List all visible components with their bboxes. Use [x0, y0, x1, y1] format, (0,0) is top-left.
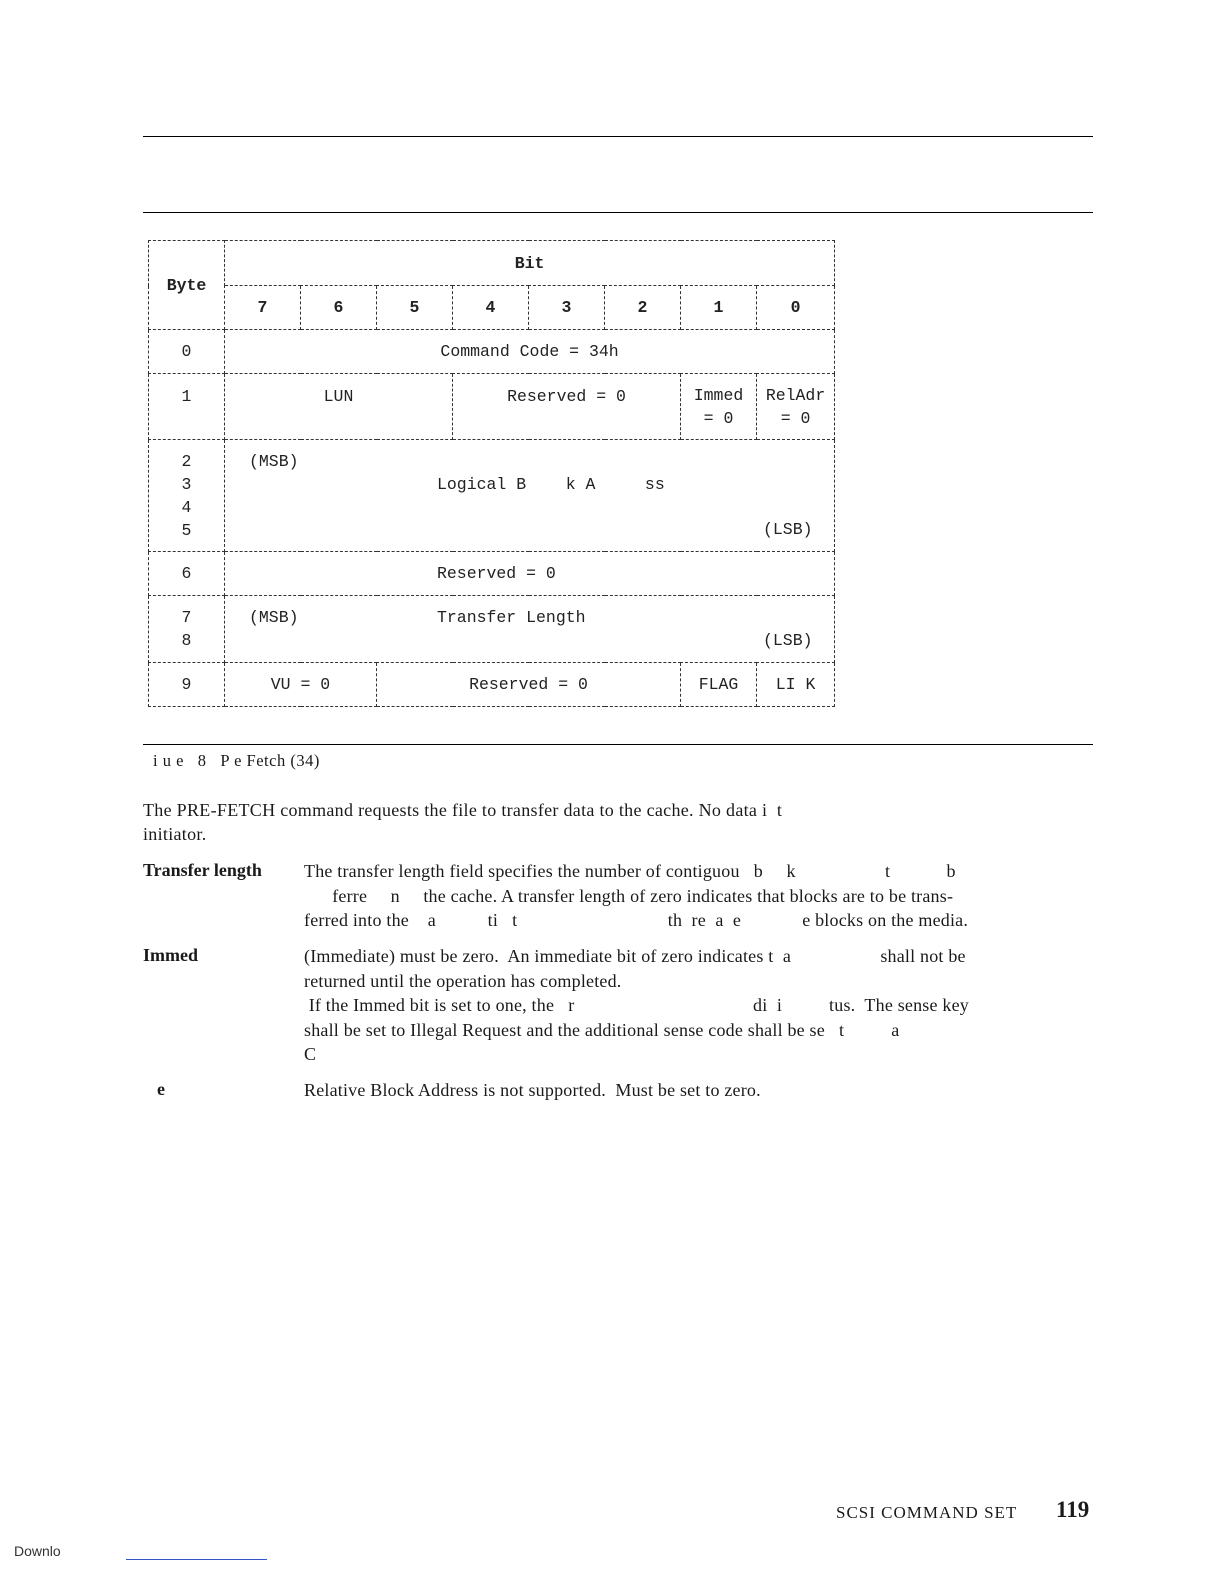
byte-number: 8: [181, 631, 192, 650]
msb-marker: (MSB): [249, 608, 299, 627]
transfer-length-description: [304, 859, 1094, 933]
byte-number: 7: [181, 608, 192, 627]
byte-number: 6: [149, 552, 225, 596]
header-rule-top: [143, 136, 1093, 137]
logical-block-address-field: [225, 440, 835, 552]
table-row: [149, 440, 835, 552]
description-line: ferre n the cache. A transfer length of zero indicates that blocks are to be trans-: [304, 885, 954, 906]
description-line: C: [304, 1044, 317, 1064]
reladr-description: [304, 1078, 1094, 1103]
header-rule-bottom: [143, 212, 1093, 213]
link-field: LI K: [757, 663, 835, 707]
immed-description: [304, 944, 1094, 1067]
table-row: [149, 552, 835, 596]
transfer-length-field: [225, 596, 835, 663]
description-line: The transfer length field specifies the number of contiguou b k t b: [304, 861, 956, 881]
msb-marker: (MSB): [249, 452, 299, 471]
command-code-field: Command Code = 34h: [225, 330, 835, 374]
byte-number: 2: [181, 451, 192, 471]
immed-field: [681, 374, 757, 440]
immed-term: Immed: [143, 945, 198, 965]
intro-line: initiator.: [143, 824, 207, 844]
footer-section-title: SCSI COMMAND SET: [836, 1503, 1018, 1522]
byte-number: 9: [149, 663, 225, 707]
byte-number: 1: [149, 374, 225, 440]
figure-caption: i u e 8 P e Fetch (34): [153, 751, 320, 770]
intro-paragraph: [143, 798, 1103, 846]
link-underline: [126, 1559, 267, 1560]
prefetch-cdb-table: [148, 240, 835, 707]
description-line: ferred into the a ti t th re a e e blocks on the media.: [304, 910, 969, 930]
description-line: Relative Block Address is not supported. Must be set to zero.: [304, 1080, 761, 1100]
vu-field: VU = 0: [225, 663, 377, 707]
reladr-term: e: [157, 1079, 165, 1099]
table-row: [149, 374, 835, 440]
bit-5: 5: [377, 286, 453, 330]
bit-0: 0: [757, 286, 835, 330]
reserved-field: Reserved = 0: [377, 663, 681, 707]
byte-number: 3: [181, 474, 192, 494]
bit-3: 3: [529, 286, 605, 330]
table-row: [149, 330, 835, 374]
byte-number: 5: [181, 520, 192, 540]
figure-rule: [143, 744, 1093, 745]
bit-6: 6: [301, 286, 377, 330]
flag-field: FLAG: [681, 663, 757, 707]
byte-numbers: [149, 596, 225, 663]
transfer-length-term: Transfer length: [143, 860, 262, 880]
immed-label: Immed: [693, 385, 744, 405]
lsb-marker: (LSB): [763, 520, 813, 539]
bit-1: 1: [681, 286, 757, 330]
reladr-label: RelAdr: [765, 385, 826, 405]
bit-4: 4: [453, 286, 529, 330]
bit-header: Bit: [225, 241, 835, 286]
reserved-field: Reserved = 0: [453, 374, 681, 440]
bit-7: 7: [225, 286, 301, 330]
transfer-length-label: Transfer Length: [437, 608, 586, 627]
reserved-field: Reserved = 0: [225, 552, 835, 596]
page-number: 119: [1056, 1497, 1090, 1522]
byte-number: 4: [181, 497, 192, 517]
reladr-field: [757, 374, 835, 440]
byte-number: 0: [149, 330, 225, 374]
intro-line: The PRE-FETCH command requests the file to transfer data to the cache. No data i t: [143, 800, 783, 820]
bit-2: 2: [605, 286, 681, 330]
table-row: [149, 596, 835, 663]
description-line: shall be set to Illegal Request and the additional sense code shall be se t a: [304, 1019, 900, 1040]
description-line: (Immediate) must be zero. An immediate bit of zero indicates t a shall not be: [304, 946, 966, 966]
description-line: If the Immed bit is set to one, the r di i tus. The sense key: [304, 995, 969, 1015]
lun-field: LUN: [225, 374, 453, 440]
description-line: returned until the operation has completed.: [304, 970, 622, 991]
immed-value: = 0: [703, 408, 734, 428]
byte-header: Byte: [149, 241, 225, 330]
lsb-marker: (LSB): [763, 631, 813, 650]
byte-numbers: [149, 440, 225, 552]
reladr-value: = 0: [780, 408, 811, 428]
lba-label: Logical B k A ss: [437, 475, 665, 494]
table-row: [149, 663, 835, 707]
download-link-text: Downlo: [14, 1543, 61, 1559]
